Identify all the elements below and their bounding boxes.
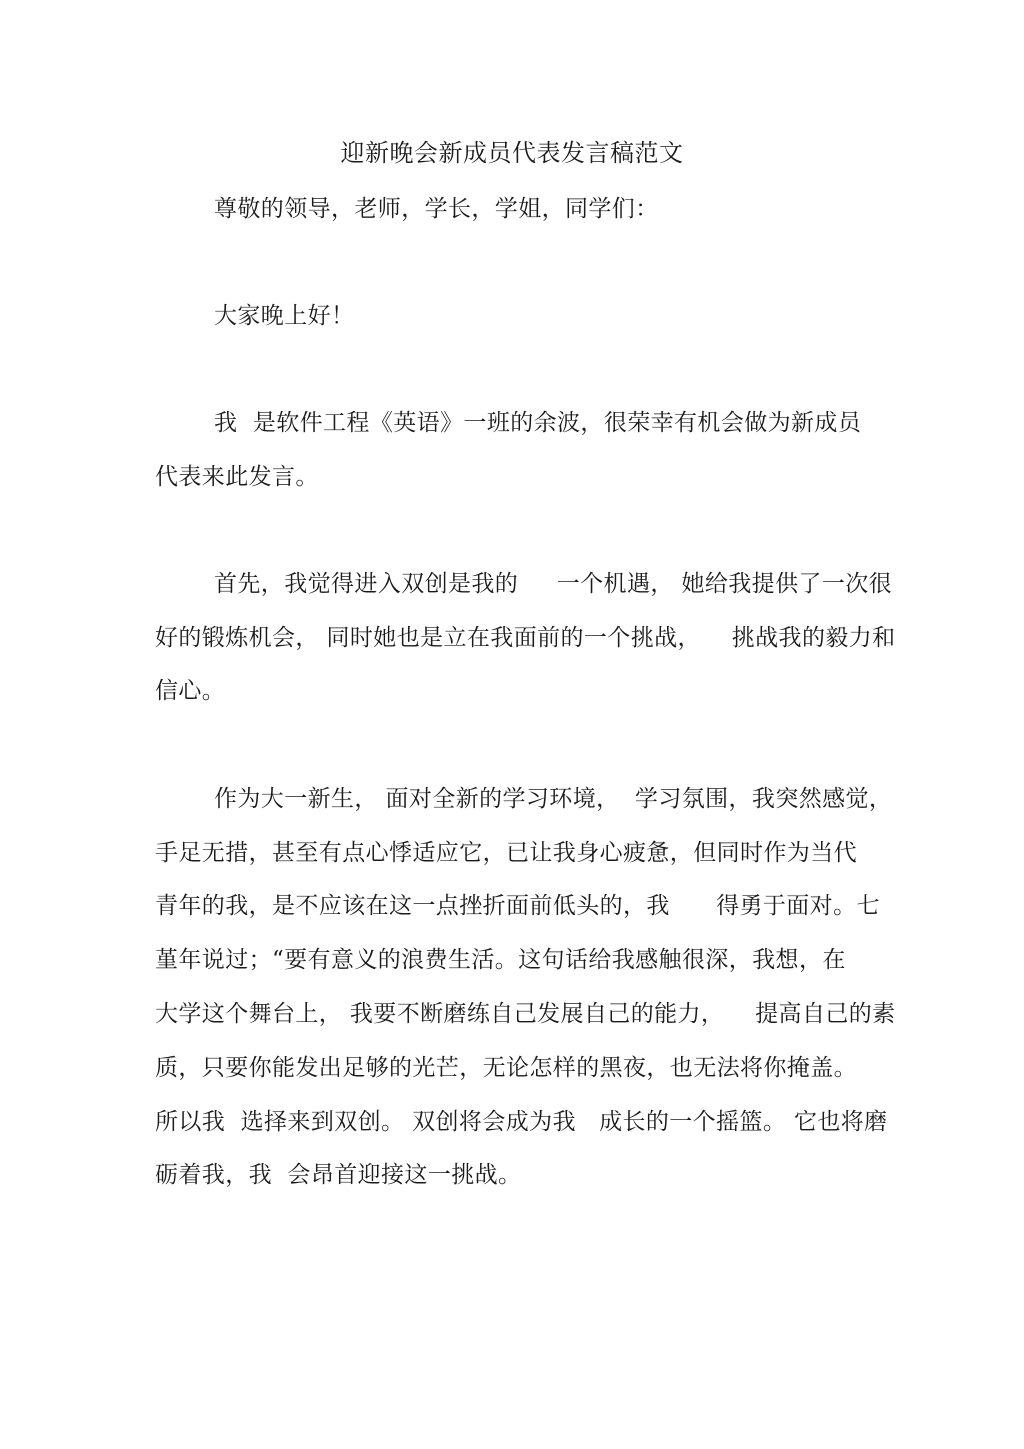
document-title: 迎新晚会新成员代表发言稿范文: [340, 139, 684, 167]
paragraph-3-line-4: 堇年说过；“要有意义的浪费生活。这句话给我感触很深，我想，在: [155, 947, 846, 973]
paragraph-3-line-2: 手足无措，甚至有点心悸适应它，已让我身心疲惫，但同时作为当代: [155, 840, 857, 866]
paragraph-3-line-8: 砺着我，我 会昂首迎接这一挑战。: [155, 1162, 522, 1188]
paragraph-1-line-2: 代表来此发言。: [155, 464, 319, 490]
paragraph-3-line-6: 质，只要你能发出足够的光芒，无论怎样的黑夜，也无法将你掩盖。: [155, 1055, 857, 1081]
paragraph-3-line-5: 大学这个舞台上， 我要不断磨练自己发展自己的能力， 提高自己的素: [155, 1001, 896, 1027]
paragraph-3-line-3: 青年的我，是不应该在这一点挫折面前低头的，我 得勇于面对。七: [155, 893, 880, 919]
paragraph-2-line-3: 信心。: [155, 678, 226, 704]
paragraph-2-line-1: 首先，我觉得进入双创是我的 一个机遇， 她给我提供了一次很: [214, 571, 893, 597]
paragraph-2-line-2: 好的锻炼机会， 同时她也是立在我面前的一个挑战， 挑战我的毅力和: [155, 625, 896, 651]
greeting-text: 大家晚上好！: [214, 303, 355, 329]
paragraph-3-line-7: 所以我 选择来到双创。 双创将会成为我 成长的一个摇篮。 它也将磨: [155, 1109, 888, 1135]
paragraph-3-line-1: 作为大一新生， 面对全新的学习环境， 学习氛围，我突然感觉，: [214, 786, 893, 812]
paragraph-1-line-1: 我 是软件工程《英语》一班的余波，很荣幸有机会做为新成员: [214, 410, 862, 436]
salutation-text: 尊敬的领导，老师，学长，学姐，同学们：: [214, 196, 659, 222]
